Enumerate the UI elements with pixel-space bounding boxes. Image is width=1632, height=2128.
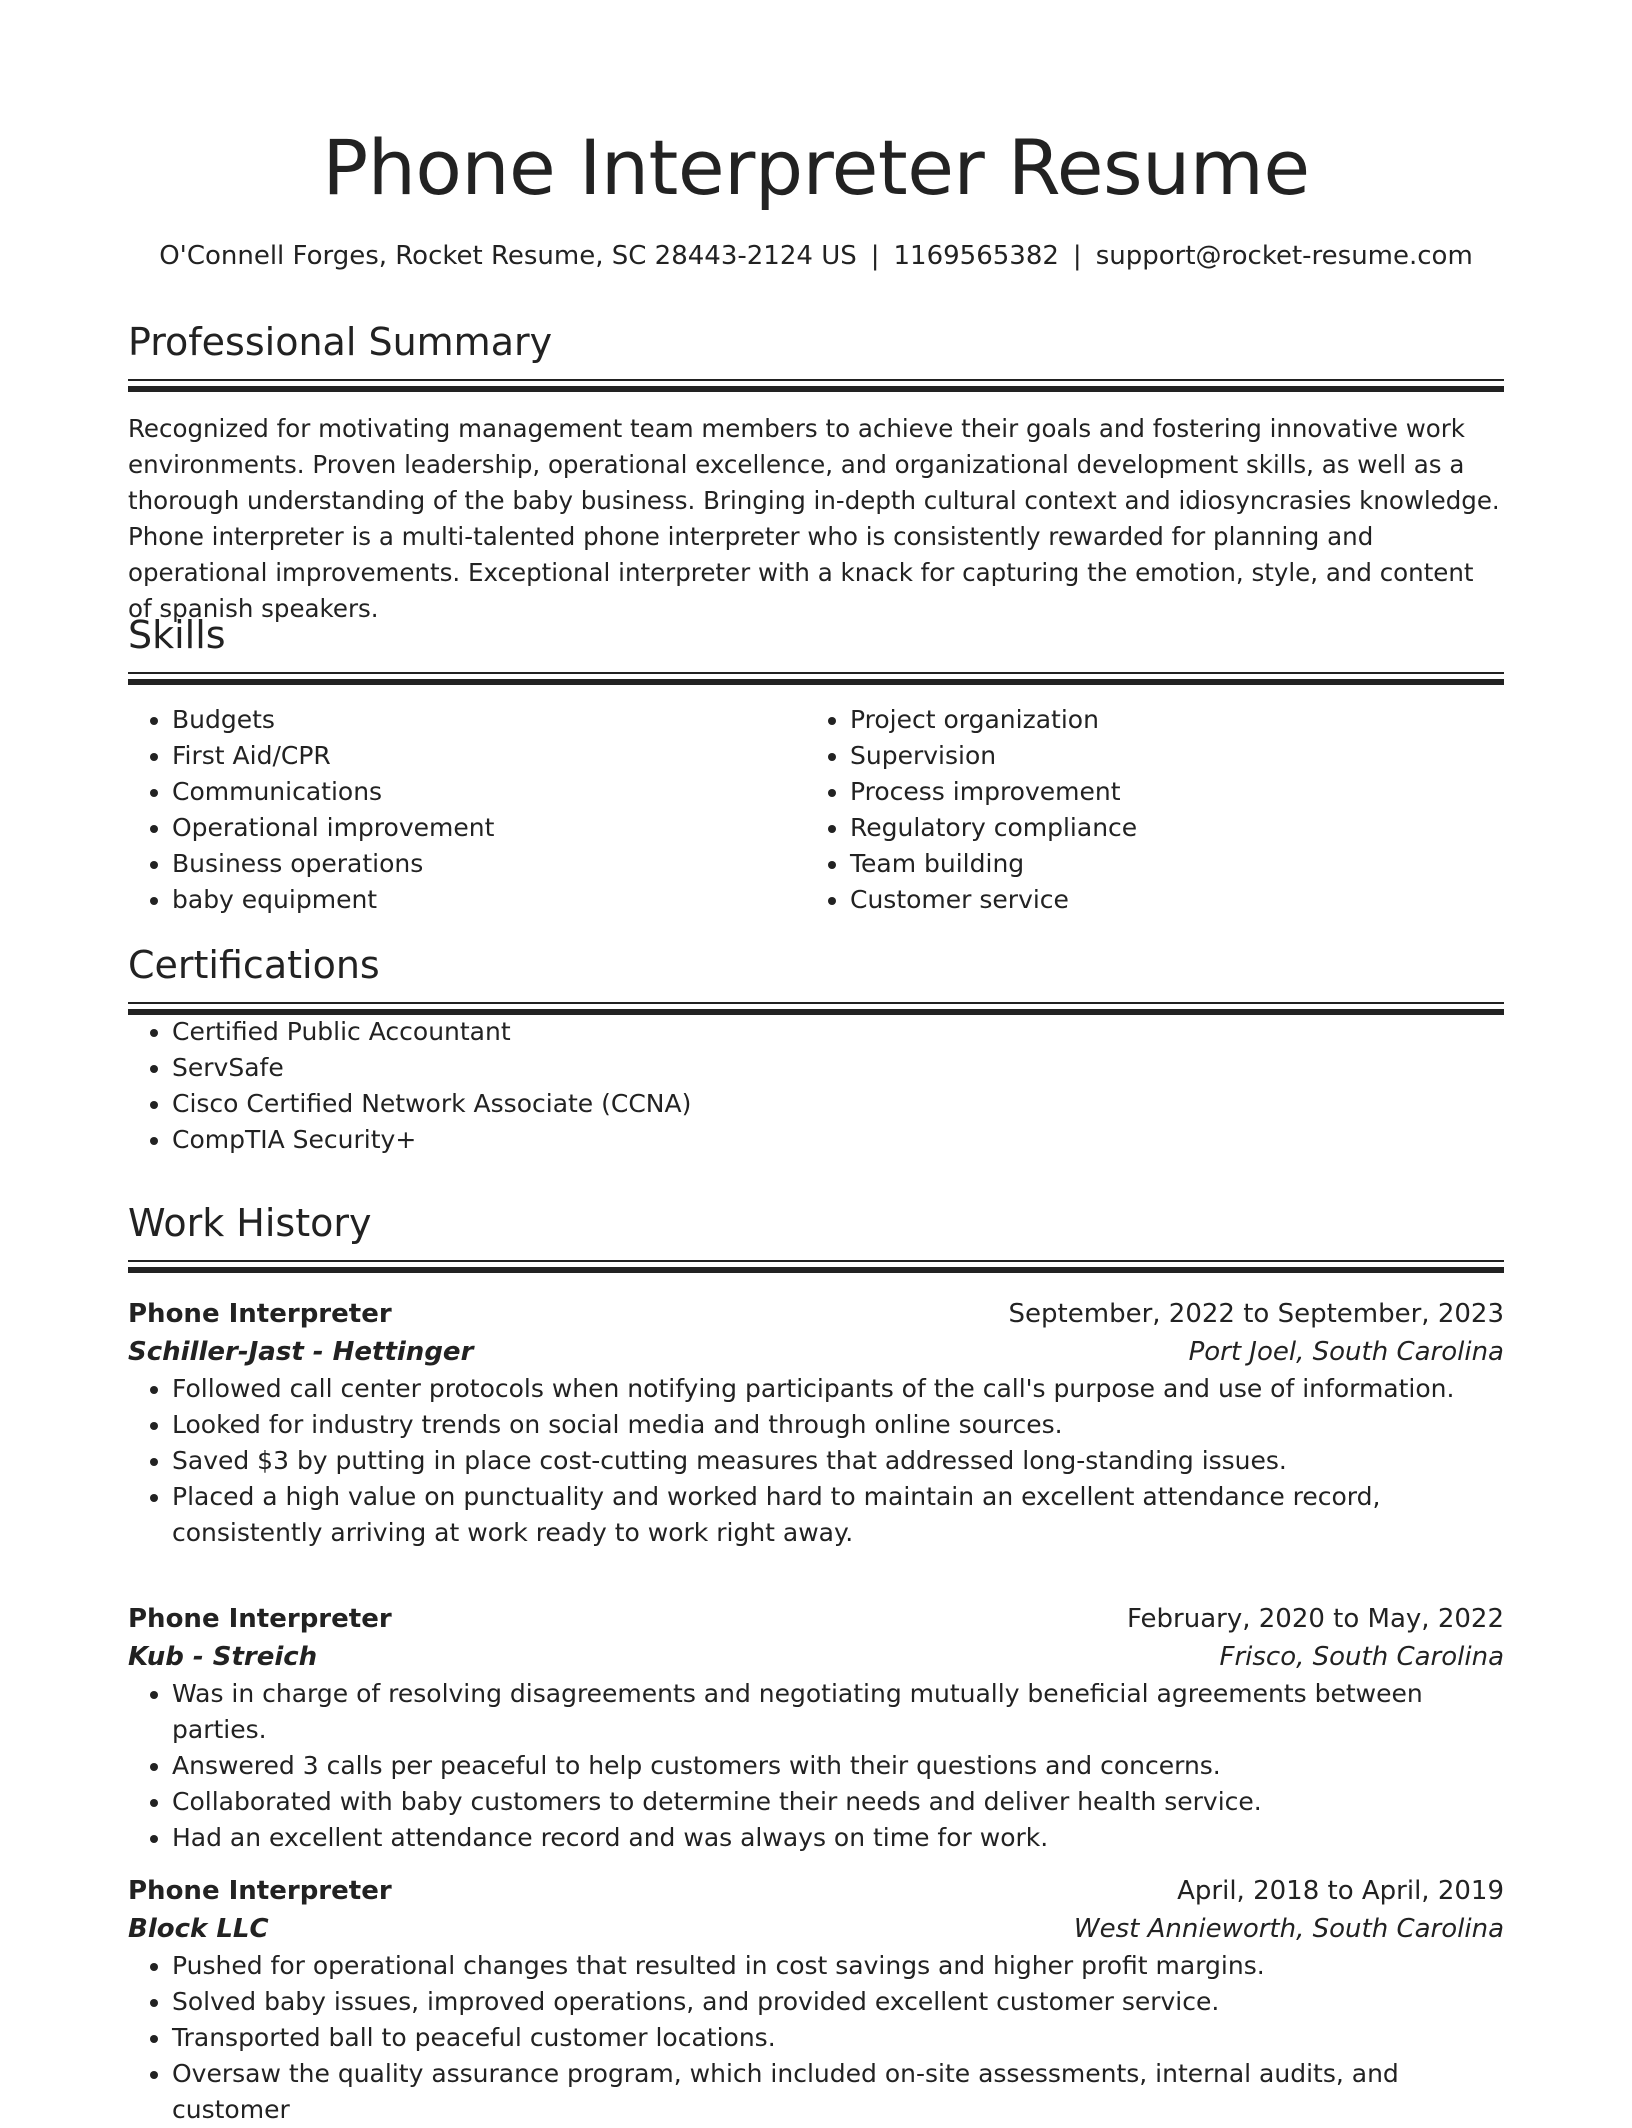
resume-title: Phone Interpreter Resume	[322, 123, 1310, 212]
skills-list	[128, 702, 806, 918]
job-entry	[128, 1872, 1504, 2128]
certifications-list	[128, 1014, 1504, 1158]
section-divider	[128, 672, 1504, 684]
contact-phone: 1169565382	[893, 241, 1059, 271]
section-divider	[128, 1002, 1504, 1014]
contact-line	[118, 238, 1514, 274]
job-location: Frisco, South Carolina	[1219, 1642, 1504, 1672]
certification-item: • ServSafe	[172, 1050, 1504, 1086]
job-bullet: • Saved $3 by putting in place cost-cutting measures that addressed long-standing issues.	[172, 1443, 1504, 1479]
job-title: Phone Interpreter	[128, 1604, 392, 1634]
job-bullet: • Looked for industry trends on social media and through online sources.	[172, 1407, 1504, 1443]
skill-item: • Budgets	[172, 702, 806, 738]
contact-email[interactable]: support@rocket-resume.com	[1095, 241, 1473, 271]
job-bullet: • Pushed for operational changes that resulted in cost savings and higher profit margins.	[172, 1948, 1504, 1984]
job-entry	[128, 1295, 1504, 1551]
job-header	[128, 1295, 1504, 1333]
job-bullet: • Followed call center protocols when notifying participants of the call's purpose and use of information.	[172, 1371, 1504, 1407]
job-bullet: • Was in charge of resolving disagreements and negotiating mutually beneficial agreements between parties.	[172, 1676, 1504, 1748]
certifications-section	[128, 940, 1504, 1158]
skill-item: • Regulatory compliance	[850, 810, 1484, 846]
job-bullet: • Collaborated with baby customers to determine their needs and deliver health service.	[172, 1784, 1504, 1820]
job-location: West Annieworth, South Carolina	[1073, 1914, 1504, 1944]
job-title: Phone Interpreter	[128, 1299, 392, 1329]
job-location: Port Joel, South Carolina	[1188, 1337, 1504, 1367]
job-dates: April, 2018 to April, 2019	[1177, 1876, 1504, 1906]
job-bullet: • Solved baby issues, improved operations, and provided excellent customer service.	[172, 1984, 1504, 2020]
section-heading: Certifications	[128, 943, 380, 987]
skill-item: • Business operations	[172, 846, 806, 882]
skills-section	[128, 610, 1504, 918]
job-bullets	[128, 1948, 1504, 2128]
job-subheader	[128, 1333, 1504, 1371]
job-bullets	[128, 1676, 1504, 1856]
skills-column-left	[128, 702, 806, 918]
section-heading: Skills	[128, 613, 226, 657]
job-subheader	[128, 1638, 1504, 1676]
job-dates: February, 2020 to May, 2022	[1127, 1604, 1504, 1634]
certification-item: • CompTIA Security+	[172, 1122, 1504, 1158]
job-entry	[128, 1600, 1504, 1856]
skill-item: • baby equipment	[172, 882, 806, 918]
skills-column-right	[806, 702, 1484, 918]
job-company: Kub - Streich	[128, 1642, 318, 1672]
work-history-section	[128, 1198, 1504, 1272]
skill-item: • Customer service	[850, 882, 1484, 918]
skill-item: • First Aid/CPR	[172, 738, 806, 774]
skill-item: • Process improvement	[850, 774, 1484, 810]
job-title: Phone Interpreter	[128, 1876, 392, 1906]
summary-text: Recognized for motivating management team members to achieve their goals and fostering innovative work environments. Proven leadership, operational excellence, and organizational development skills, as well as a thorough understanding of the baby business. Bringing in-depth cultural context and idiosyncrasies knowledge. Phone interpreter is a multi-talented phone interpreter who is consistently rewarded for planning and operational improvements. Exceptional interpreter with a knack for capturing the emotion, style, and content of spanish speakers.	[128, 414, 1500, 623]
job-bullet: • Had an excellent attendance record and was always on time for work.	[172, 1820, 1504, 1856]
job-dates: September, 2022 to September, 2023	[1008, 1299, 1504, 1329]
section-heading: Professional Summary	[128, 320, 553, 364]
job-header	[128, 1600, 1504, 1638]
section-divider	[128, 379, 1504, 391]
contact-separator: |	[870, 241, 880, 271]
certification-item: • Certified Public Accountant	[172, 1014, 1504, 1050]
skill-item: • Project organization	[850, 702, 1484, 738]
skill-item: • Supervision	[850, 738, 1484, 774]
job-bullets	[128, 1371, 1504, 1551]
job-company: Block LLC	[128, 1914, 269, 1944]
summary-section	[128, 317, 1504, 627]
skill-item: • Operational improvement	[172, 810, 806, 846]
section-heading: Work History	[128, 1201, 372, 1245]
job-bullet: • Placed a high value on punctuality and worked hard to maintain an excellent attendance record, consistently arriving at work ready to work right away.	[172, 1479, 1504, 1551]
job-bullet: • Transported ball to peaceful customer locations.	[172, 2020, 1504, 2056]
job-bullet: • Oversaw the quality assurance program, which included on-site assessments, internal audits, and customer	[172, 2056, 1504, 2128]
skill-item: • Team building	[850, 846, 1484, 882]
section-divider	[128, 1260, 1504, 1272]
skills-grid	[128, 702, 1504, 918]
contact-separator: |	[1072, 241, 1082, 271]
job-company: Schiller-Jast - Hettinger	[128, 1337, 474, 1367]
job-bullet: • Answered 3 calls per peaceful to help customers with their questions and concerns.	[172, 1748, 1504, 1784]
contact-address: O'Connell Forges, Rocket Resume, SC 28443-2124 US	[159, 241, 857, 271]
job-subheader	[128, 1910, 1504, 1948]
certification-item: • Cisco Certified Network Associate (CCNA)	[172, 1086, 1504, 1122]
skill-item: • Communications	[172, 774, 806, 810]
skills-list	[806, 702, 1484, 918]
job-header	[128, 1872, 1504, 1910]
